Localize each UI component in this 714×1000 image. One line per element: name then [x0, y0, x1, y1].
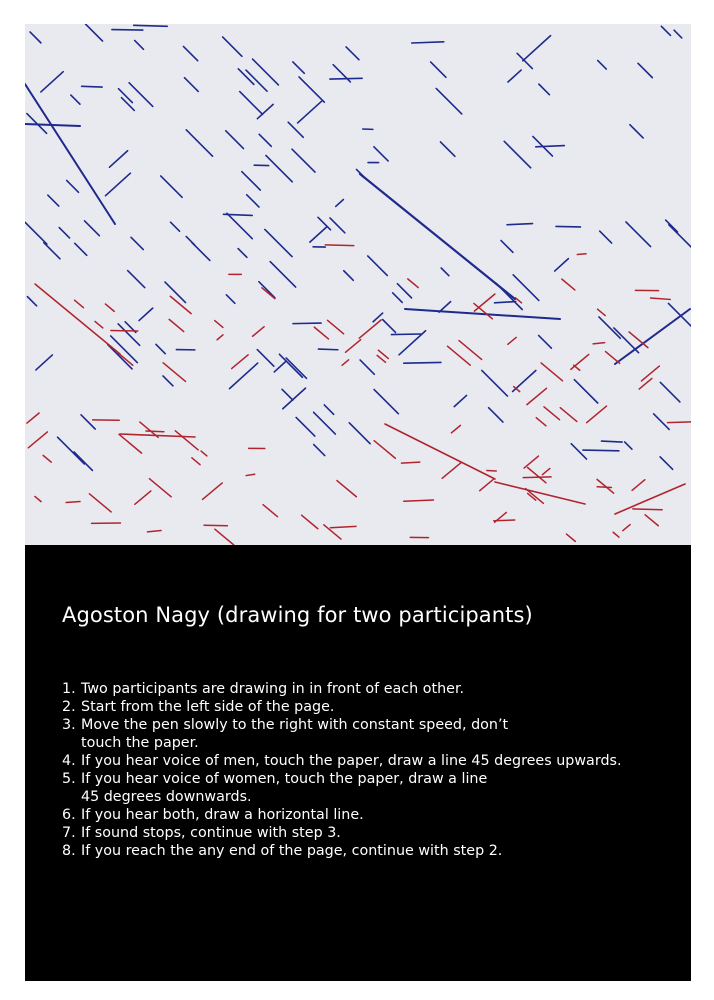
step-text: Two participants are drawing in in front of each other.: [81, 681, 465, 697]
drawing-photo: [25, 24, 691, 545]
step-number: 5.: [62, 771, 76, 787]
step-text: If you reach the any end of the page, continue with step 2.: [81, 843, 503, 859]
instruction-step: [62, 842, 622, 860]
step-number: 1.: [62, 681, 76, 697]
step-number: 4.: [62, 753, 76, 769]
step-text: If you hear voice of women, touch the paper, draw a line: [81, 771, 488, 787]
step-text: Start from the left side of the page.: [81, 699, 335, 715]
instruction-step: [62, 698, 622, 716]
step-number: 8.: [62, 843, 76, 859]
caption-panel: [25, 545, 691, 981]
instruction-step: [62, 770, 622, 806]
step-text: Move the pen slowly to the right with constant speed, don’t: [81, 717, 509, 733]
step-text-continued: touch the paper.: [81, 735, 199, 751]
step-number: 2.: [62, 699, 76, 715]
step-text: If you hear voice of men, touch the paper, draw a line 45 degrees upwards.: [81, 753, 622, 769]
caption-title: Agoston Nagy (drawing for two participants): [62, 603, 533, 627]
instruction-step: [62, 752, 622, 770]
instruction-step: [62, 806, 622, 824]
instruction-list: [62, 680, 622, 860]
instruction-step: [62, 716, 622, 752]
step-text: If you hear both, draw a horizontal line.: [81, 807, 364, 823]
step-number: 7.: [62, 825, 76, 841]
step-number: 6.: [62, 807, 76, 823]
pen-strokes-drawing: [25, 24, 691, 545]
step-text-continued: 45 degrees downwards.: [81, 789, 252, 805]
step-number: 3.: [62, 717, 76, 733]
instruction-step: [62, 680, 622, 698]
step-text: If sound stops, continue with step 3.: [81, 825, 341, 841]
instruction-step: [62, 824, 622, 842]
